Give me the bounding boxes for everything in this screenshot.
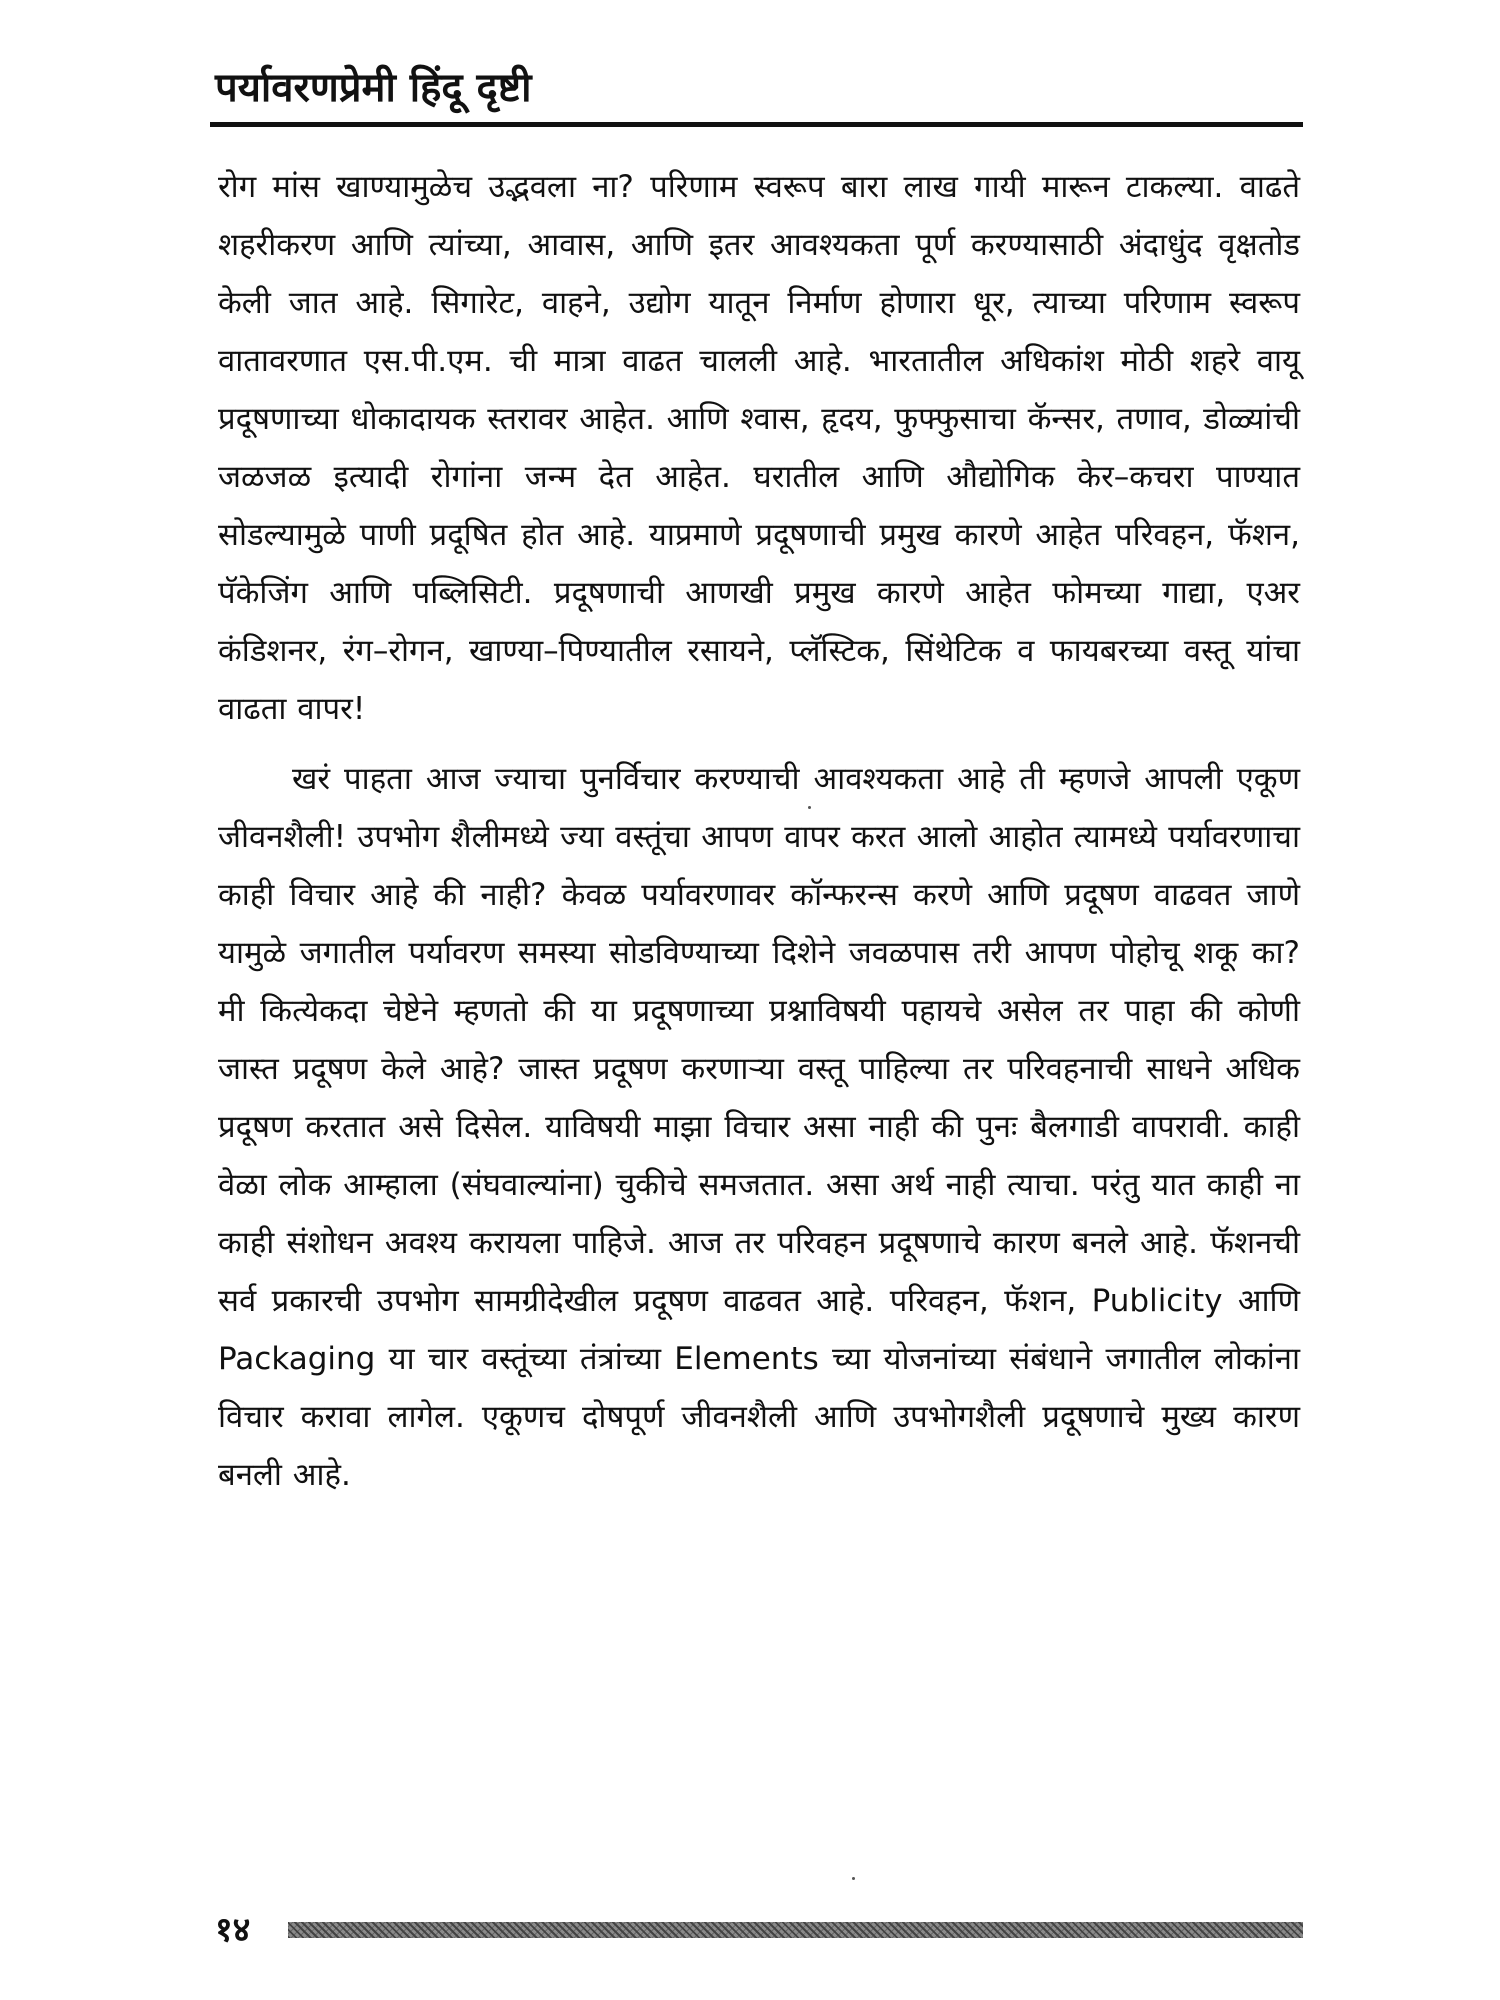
print-speck bbox=[808, 806, 811, 809]
body-text bbox=[218, 158, 1300, 1504]
page-footer bbox=[210, 1900, 1303, 1960]
page-number: १४ bbox=[215, 1910, 251, 1950]
footer-rule bbox=[288, 1922, 1303, 1938]
paragraph-1: रोग मांस खाण्यामुळेच उद्भवला ना? परिणाम स्वरूप बारा लाख गायी मारून टाकल्या. वाढते शहरीकरण आणि त्यांच्या, आवास, आणि इतर आवश्यकता पूर्ण करण्यासाठी अंदाधुंद वृक्षतोड केली जात आहे. सिगारेट, वाहने, उद्योग यातून निर्माण होणारा धूर, त्याच्या परिणाम स्वरूप वातावरणात एस.पी.एम. ची मात्रा वाढत चालली आहे. भारतातील अधिकांश मोठी शहरे वायू प्रदूषणाच्या धोकादायक स्तरावर आहेत. आणि श्वास, हृदय, फुफ्फुसाचा कॅन्सर, तणाव, डोळ्यांची जळजळ इत्यादी रोगांना जन्म देत आहेत. घरातील आणि औद्योगिक केर–कचरा पाण्यात सोडल्यामुळे पाणी प्रदूषित होत आहे. याप्रमाणे प्रदूषणाची प्रमुख कारणे आहेत परिवहन, फॅशन, पॅकेजिंग आणि पब्लिसिटी. प्रदूषणाची आणखी प्रमुख कारणे आहेत फोमच्या गाद्या, एअर कंडिशनर, रंग–रोगन, खाण्या–पिण्यातील रसायने, प्लॅस्टिक, सिंथेटिक व फायबरच्या वस्तू यांचा वाढता वापर! bbox=[218, 169, 1300, 727]
print-speck bbox=[852, 1877, 855, 1880]
header-rule bbox=[210, 122, 1303, 127]
running-header bbox=[215, 58, 1300, 118]
paragraph-2: खरं पाहता आज ज्याचा पुनर्विचार करण्याची आवश्यकता आहे ती म्हणजे आपली एकूण जीवनशैली! उपभोग शैलीमध्ये ज्या वस्तूंचा आपण वापर करत आलो आहोत त्यामध्ये पर्यावरणाचा काही विचार आहे की नाही? केवळ पर्यावरणावर कॉन्फरन्स करणे आणि प्रदूषण वाढवत जाणे यामुळे जगातील पर्यावरण समस्या सोडविण्याच्या दिशेने जवळपास तरी आपण पोहोचू शकू का? मी कित्येकदा चेष्टेने म्हणतो की या प्रदूषणाच्या प्रश्नाविषयी पहायचे असेल तर पाहा की कोणी जास्त प्रदूषण केले आहे? जास्त प्रदूषण करणाऱ्या वस्तू पाहिल्या तर परिवहनाची साधने अधिक प्रदूषण करतात असे दिसेल. याविषयी माझा विचार असा नाही की पुनः बैलगाडी वापरावी. काही वेळा लोक आम्हाला (संघवाल्यांना) चुकीचे समजतात. असा अर्थ नाही त्याचा. परंतु यात काही ना काही संशोधन अवश्य करायला पाहिजे. आज तर परिवहन प्रदूषणाचे कारण बनले आहे. फॅशनची सर्व प्रकारची उपभोग सामग्रीदेखील प्रदूषण वाढवत आहे. परिवहन, फॅशन, Publicity आणि Packaging या चार वस्तूंच्या तंत्रांच्या Elements च्या योजनांच्या संबंधाने जगातील लोकांना विचार करावा लागेल. एकूणच दोषपूर्ण जीवनशैली आणि उपभोगशैली प्रदूषणाचे मुख्य कारण बनली आहे. bbox=[218, 761, 1300, 1493]
page-title: पर्यावरणप्रेमी हिंदू दृष्टी bbox=[215, 65, 532, 111]
